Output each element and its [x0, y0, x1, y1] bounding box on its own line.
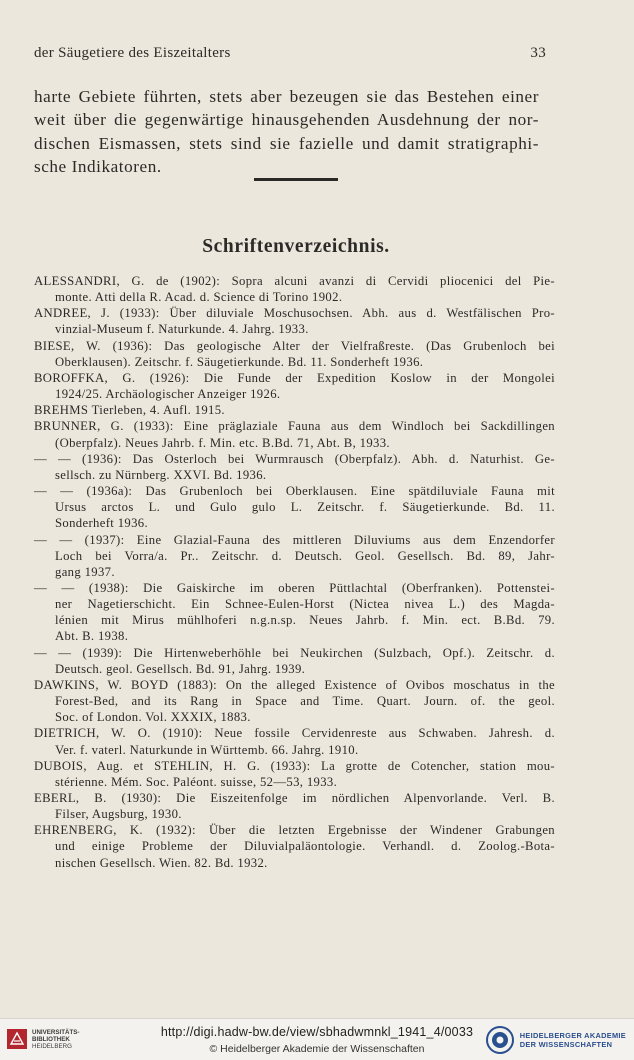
- reference-entry: [34, 790, 555, 822]
- reference-first-line: BIESE, W. (1936): Das geologische Alter der Vielfraßreste. (Das Grubenloch bei: [34, 338, 555, 353]
- reference-continuation-line: Deutsch. geol. Gesellsch. Bd. 91, Jahrg. 1939.: [55, 661, 306, 676]
- reference-first-line: — — (1936): Das Osterloch bei Wurmrausch (Oberpfalz). Abh. d. Naturhist. Ge-: [34, 451, 555, 466]
- reference-continuation-line: ner Nagetierschicht. Ein Schnee-Eulen-Horst (Nictea nivea L.) des Magda-: [55, 597, 555, 612]
- reference-first-line: BOROFFKA, G. (1926): Die Funde der Expedition Koslow in der Mongolei: [34, 370, 555, 385]
- running-title: der Säugetiere des Eiszeitalters: [34, 45, 231, 61]
- reference-entry: [34, 483, 555, 531]
- page-number: 33: [530, 45, 546, 61]
- reference-continuation-line: (Oberpfalz). Neues Jahrb. f. Min. etc. B.Bd. 71, Abt. B, 1933.: [55, 435, 390, 450]
- reference-continuation-line: Ver. f. vaterl. Naturkunde in Württemb. 66. Jahrg. 1910.: [55, 742, 359, 757]
- reference-entry: [34, 532, 555, 580]
- reference-list: [34, 273, 555, 871]
- intro-line: sche Indikatoren.: [34, 157, 162, 177]
- reference-entry: [34, 402, 555, 418]
- university-name-line: HEIDELBERG: [32, 1042, 72, 1050]
- reference-continuation-line: lénien mit Mirus mühlhoferi n.g.n.sp. Neues Jahrb. f. Min. ect. B.Bd. 79.: [55, 613, 555, 628]
- reference-continuation-line: 1924/25. Archäologischer Anzeiger 1926.: [55, 387, 281, 402]
- reference-continuation-line: Abt. B. 1938.: [55, 629, 129, 644]
- academy-name-line: DER WISSENSCHAFTEN: [519, 1040, 613, 1049]
- reference-entry: [34, 580, 555, 645]
- reference-entry: [34, 305, 555, 337]
- reference-continuation-line: Filser, Augsburg, 1930.: [55, 807, 182, 822]
- reference-first-line: BRUNNER, G. (1933): Eine präglaziale Fauna aus dem Windloch bei Sackdillingen: [34, 419, 555, 434]
- reference-first-line: BREHMS Tierleben, 4. Aufl. 1915.: [34, 403, 225, 418]
- reference-first-line: DIETRICH, W. O. (1910): Neue fossile Cervidenreste aus Schwaben. Jahresh. d.: [34, 726, 555, 741]
- reference-continuation-line: stérienne. Mém. Soc. Paléont. suisse, 52—53, 1933.: [55, 774, 338, 789]
- reference-first-line: ANDREE, J. (1933): Über diluviale Moschusochsen. Abh. aus d. Westfälischen Pro-: [34, 306, 555, 321]
- reference-entry: [34, 822, 555, 870]
- reference-first-line: DAWKINS, W. BOYD (1883): On the alleged Existence of Ovibos moschatus in the: [34, 677, 555, 692]
- copyright-notice: © Heidelberger Akademie der Wissenschaften: [209, 1043, 425, 1055]
- academy-name-line: HEIDELBERGER AKADEMIE: [519, 1031, 626, 1040]
- academy-logo[interactable]: [485, 1025, 626, 1055]
- intro-paragraph: [34, 85, 539, 179]
- reference-first-line: — — (1939): Die Hirtenweberhöhle bei Neukirchen (Sulzbach, Opf.). Zeitschr. d.: [34, 645, 555, 660]
- reference-continuation-line: Ursus arctos L. und Gulo gulo L. Zeitschr. f. Säugetierkunde. Bd. 11.: [55, 500, 555, 515]
- reference-continuation-line: gang 1937.: [55, 564, 115, 579]
- reference-entry: [34, 338, 555, 370]
- reference-entry: [34, 418, 555, 450]
- reference-first-line: ALESSANDRI, G. de (1902): Sopra alcuni avanzi di Cervidi pliocenici del Pie-: [34, 274, 555, 288]
- reference-continuation-line: vinzial-Museum f. Naturkunde. 4. Jahrg. 1933.: [55, 322, 309, 337]
- reference-entry: [34, 677, 555, 725]
- reference-first-line: EHRENBERG, K. (1932): Über die letzten Ergebnisse der Windener Grabungen: [34, 823, 555, 838]
- university-name-line: BIBLIOTHEK: [32, 1035, 70, 1043]
- reference-continuation-line: und einige Probleme der Diluvialpaläontologie. Verhandl. d. Zoolog.-Bota-: [55, 839, 555, 854]
- reference-entry: [34, 645, 555, 677]
- intro-line: harte Gebiete führten, stets aber bezeugen sie das Bestehen einer: [34, 87, 539, 106]
- reference-entry: [34, 451, 555, 483]
- reference-continuation-line: Sonderheft 1936.: [55, 516, 148, 531]
- reference-entry: [34, 758, 555, 790]
- intro-line: weit über die gegenwärtige hinausgehenden Ausdehnung der nor-: [34, 110, 539, 130]
- document-url-link[interactable]: http://digi.hadw-bw.de/view/sbhadwmnkl_1941_4/0033: [160, 1025, 474, 1039]
- reference-continuation-line: Forest-Bed, and its Rang in Space and Time. Quart. Journ. of. the geol.: [55, 694, 555, 709]
- academy-seal-icon: [485, 1025, 515, 1055]
- reference-first-line: — — (1936a): Das Grubenloch bei Oberklausen. Eine spätdiluviale Fauna mit: [34, 484, 555, 499]
- section-divider: [254, 178, 338, 181]
- intro-line: dischen Eismassen, stets sind sie fazielle und damit stratigraphi-: [34, 133, 539, 153]
- reference-first-line: DUBOIS, Aug. et STEHLIN, H. G. (1933): La grotte de Cotencher, station mou-: [34, 758, 555, 773]
- running-head: [34, 45, 546, 62]
- university-name-line: UNIVERSITÄTS-: [32, 1028, 80, 1036]
- reference-first-line: — — (1938): Die Gaiskirche im oberen Püttlachtal (Oberfranken). Pottenstei-: [34, 580, 555, 595]
- reference-continuation-line: Soc. of London. Vol. XXXIX, 1883.: [55, 710, 251, 725]
- reference-first-line: EBERL, B. (1930): Die Eiszeitenfolge im nördlichen Alpenvorlande. Verl. B.: [34, 791, 555, 805]
- reference-entry: [34, 725, 555, 757]
- section-title: Schriftenverzeichnis.: [202, 236, 390, 257]
- reference-continuation-line: monte. Atti della R. Acad. d. Science di Torino 1902.: [55, 290, 343, 305]
- reference-entry: [34, 370, 555, 402]
- reference-continuation-line: Loch bei Vorra/a. Pr.. Zeitschr. d. Deutsch. Geol. Gesellsch. Bd. 89, Jahr-: [55, 548, 555, 563]
- reference-continuation-line: Oberklausen). Zeitschr. f. Säugetierkunde. Bd. 11. Sonderheft 1936.: [55, 354, 424, 369]
- reference-first-line: — — (1937): Eine Glazial-Fauna des mittleren Diluviums aus dem Enzendorfer: [34, 532, 555, 547]
- viewer-footer: [0, 1018, 634, 1060]
- reference-continuation-line: nischen Gesellsch. Wien. 82. Bd. 1932.: [55, 855, 268, 870]
- reference-entry: [34, 273, 555, 305]
- reference-continuation-line: sellsch. zu Nürnberg. XXVI. Bd. 1936.: [55, 467, 267, 482]
